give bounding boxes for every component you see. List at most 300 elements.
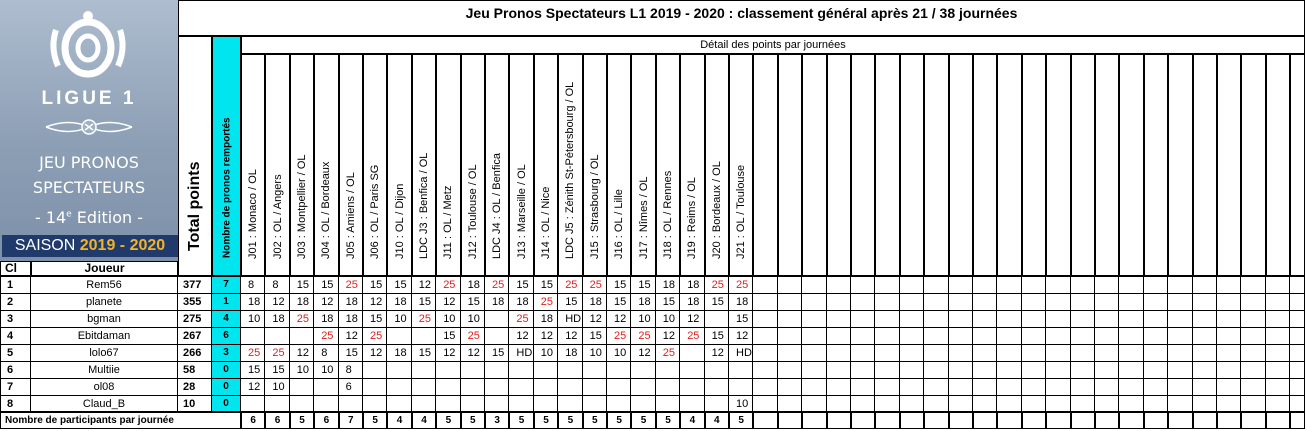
score-cell bbox=[1217, 379, 1241, 396]
score-cell bbox=[1144, 277, 1168, 294]
score-cell bbox=[997, 328, 1021, 345]
score-cell bbox=[924, 294, 948, 311]
score-cell: 12 bbox=[436, 345, 460, 362]
score-cell bbox=[1217, 345, 1241, 362]
participants-count bbox=[875, 412, 899, 429]
match-header bbox=[1168, 54, 1192, 276]
score-cell bbox=[1217, 294, 1241, 311]
score-cell: 12 bbox=[607, 311, 631, 328]
score-cell: 25 bbox=[461, 328, 485, 345]
score-cell bbox=[827, 311, 851, 328]
score-cell: 18 bbox=[387, 294, 411, 311]
score-cell bbox=[875, 311, 899, 328]
score-cell bbox=[973, 345, 997, 362]
score-cell bbox=[265, 328, 289, 345]
score-cell: 15 bbox=[583, 328, 607, 345]
score-cell bbox=[412, 379, 436, 396]
score-cell bbox=[1071, 311, 1095, 328]
match-label: J02 : OL / Angers bbox=[271, 174, 284, 259]
score-cell bbox=[1095, 345, 1119, 362]
score-cell: 15 bbox=[656, 294, 680, 311]
score-cell bbox=[997, 311, 1021, 328]
match-header bbox=[412, 54, 436, 276]
score-cell bbox=[485, 311, 509, 328]
score-cell: 18 bbox=[680, 277, 704, 294]
score-cell: 25 bbox=[290, 311, 314, 328]
score-cell bbox=[1266, 345, 1290, 362]
score-cell bbox=[802, 345, 826, 362]
score-cell bbox=[1022, 311, 1046, 328]
match-header bbox=[241, 54, 265, 276]
total-points-cell: 28 bbox=[178, 379, 212, 396]
score-cell: 15 bbox=[485, 345, 509, 362]
score-cell: 25 bbox=[265, 345, 289, 362]
score-cell: 15 bbox=[509, 277, 533, 294]
participants-count bbox=[1193, 412, 1217, 429]
match-header bbox=[705, 54, 729, 276]
participants-count: 5 bbox=[656, 412, 680, 429]
participants-count: 5 bbox=[363, 412, 387, 429]
player-name: Ebitdaman bbox=[31, 328, 178, 345]
score-cell bbox=[778, 277, 802, 294]
match-label: LDC J4 : OL / Benfica bbox=[491, 153, 504, 259]
score-cell bbox=[1193, 362, 1217, 379]
pronos-won-cell: 0 bbox=[212, 396, 241, 413]
match-header bbox=[509, 54, 533, 276]
score-cell: 25 bbox=[656, 345, 680, 362]
score-cell bbox=[1241, 345, 1265, 362]
score-cell bbox=[1046, 345, 1070, 362]
score-cell bbox=[387, 328, 411, 345]
score-cell: 10 bbox=[387, 311, 411, 328]
score-cell: 10 bbox=[290, 362, 314, 379]
score-cell: 12 bbox=[363, 345, 387, 362]
participants-count bbox=[1095, 412, 1119, 429]
score-cell bbox=[534, 362, 558, 379]
score-cell bbox=[1266, 311, 1290, 328]
match-label: J17 : Nîmes / OL bbox=[637, 176, 650, 259]
score-cell bbox=[607, 362, 631, 379]
score-cell: 25 bbox=[558, 277, 582, 294]
score-cell bbox=[973, 277, 997, 294]
score-cell: 18 bbox=[583, 294, 607, 311]
match-header bbox=[949, 54, 973, 276]
score-cell: 15 bbox=[314, 277, 338, 294]
score-cell bbox=[949, 362, 973, 379]
score-cell: 12 bbox=[339, 328, 363, 345]
score-cell bbox=[1022, 362, 1046, 379]
score-cell: 18 bbox=[265, 311, 289, 328]
score-cell bbox=[1022, 379, 1046, 396]
score-cell bbox=[778, 311, 802, 328]
score-cell bbox=[778, 328, 802, 345]
match-header bbox=[265, 54, 289, 276]
score-cell bbox=[900, 379, 924, 396]
score-cell bbox=[851, 294, 875, 311]
score-cell bbox=[949, 277, 973, 294]
match-label: J15 : Strasbourg / OL bbox=[588, 154, 601, 259]
player-name: Claud_B bbox=[31, 396, 178, 413]
match-label: J21 : OL / Toulouse bbox=[735, 164, 748, 259]
score-cell bbox=[1095, 311, 1119, 328]
match-label: J20 : Bordeaux / OL bbox=[710, 161, 723, 259]
score-cell bbox=[1241, 311, 1265, 328]
score-cell: 18 bbox=[387, 345, 411, 362]
score-cell bbox=[949, 328, 973, 345]
score-cell: 12 bbox=[729, 328, 753, 345]
score-cell bbox=[1046, 311, 1070, 328]
score-cell: 18 bbox=[729, 294, 753, 311]
score-cell: 18 bbox=[656, 277, 680, 294]
participants-count bbox=[900, 412, 924, 429]
score-cell bbox=[900, 311, 924, 328]
participants-count: 6 bbox=[241, 412, 265, 429]
score-cell: 12 bbox=[461, 345, 485, 362]
score-cell: 15 bbox=[436, 328, 460, 345]
score-cell: 25 bbox=[534, 294, 558, 311]
participants-count bbox=[1266, 412, 1290, 429]
score-cell bbox=[1168, 328, 1192, 345]
logo-name: LIGUE 1 bbox=[41, 88, 137, 109]
score-cell: 18 bbox=[485, 294, 509, 311]
match-label: J16 : OL / Lille bbox=[613, 189, 626, 259]
score-cell bbox=[1266, 362, 1290, 379]
score-cell bbox=[583, 379, 607, 396]
score-cell bbox=[1266, 277, 1290, 294]
pronos-won-cell: 7 bbox=[212, 277, 241, 294]
score-cell bbox=[973, 328, 997, 345]
score-cell bbox=[1290, 294, 1305, 311]
score-cell bbox=[875, 294, 899, 311]
score-cell bbox=[509, 379, 533, 396]
score-cell bbox=[1144, 362, 1168, 379]
score-cell: 25 bbox=[339, 277, 363, 294]
score-cell bbox=[631, 362, 655, 379]
score-cell bbox=[875, 379, 899, 396]
score-cell: 12 bbox=[680, 311, 704, 328]
score-cell bbox=[558, 379, 582, 396]
score-cell bbox=[900, 345, 924, 362]
match-header bbox=[851, 54, 875, 276]
score-cell: 10 bbox=[631, 311, 655, 328]
score-cell bbox=[1022, 345, 1046, 362]
score-cell: 10 bbox=[436, 311, 460, 328]
match-header bbox=[1071, 54, 1095, 276]
match-header bbox=[314, 54, 338, 276]
score-cell: 18 bbox=[680, 294, 704, 311]
score-cell bbox=[1095, 362, 1119, 379]
score-cell bbox=[753, 362, 777, 379]
score-cell: 10 bbox=[461, 311, 485, 328]
match-header bbox=[1193, 54, 1217, 276]
score-cell: 12 bbox=[631, 345, 655, 362]
score-cell bbox=[509, 362, 533, 379]
score-cell bbox=[1071, 294, 1095, 311]
player-column-header: Joueur bbox=[31, 261, 178, 276]
participants-count bbox=[1022, 412, 1046, 429]
match-header bbox=[1095, 54, 1119, 276]
score-cell: 12 bbox=[241, 379, 265, 396]
score-cell: 12 bbox=[534, 328, 558, 345]
score-cell bbox=[1071, 345, 1095, 362]
match-header bbox=[778, 54, 802, 276]
match-header bbox=[1046, 54, 1070, 276]
score-cell: 15 bbox=[412, 345, 436, 362]
score-cell bbox=[1241, 362, 1265, 379]
score-cell bbox=[705, 362, 729, 379]
score-cell bbox=[827, 277, 851, 294]
participants-count: 4 bbox=[387, 412, 411, 429]
rank-cell: 8 bbox=[0, 396, 31, 413]
score-cell: 25 bbox=[363, 328, 387, 345]
score-cell: 15 bbox=[729, 311, 753, 328]
match-label: J18 : OL / Rennes bbox=[661, 170, 674, 259]
participants-count: 5 bbox=[729, 412, 753, 429]
participants-count: 3 bbox=[485, 412, 509, 429]
score-cell: 12 bbox=[558, 328, 582, 345]
score-cell bbox=[1266, 328, 1290, 345]
total-points-cell: 377 bbox=[178, 277, 212, 294]
score-cell: 6 bbox=[339, 379, 363, 396]
score-cell bbox=[753, 345, 777, 362]
match-header bbox=[656, 54, 680, 276]
score-cell: 18 bbox=[339, 311, 363, 328]
total-points-header: Total points bbox=[178, 36, 212, 276]
score-cell bbox=[1046, 328, 1070, 345]
participants-count bbox=[778, 412, 802, 429]
detail-header: Détail des points par journées bbox=[241, 36, 1305, 54]
score-cell: 25 bbox=[607, 328, 631, 345]
participants-count: 5 bbox=[436, 412, 460, 429]
score-cell: 18 bbox=[509, 294, 533, 311]
participants-count bbox=[1119, 412, 1143, 429]
participants-label: Nombre de participants par journée bbox=[0, 412, 241, 429]
score-cell bbox=[851, 345, 875, 362]
participants-count: 5 bbox=[509, 412, 533, 429]
score-cell: 8 bbox=[241, 277, 265, 294]
player-name: lolo67 bbox=[31, 345, 178, 362]
score-cell bbox=[1217, 277, 1241, 294]
score-cell bbox=[851, 311, 875, 328]
score-cell bbox=[1144, 345, 1168, 362]
score-cell bbox=[729, 379, 753, 396]
score-cell bbox=[1290, 362, 1305, 379]
match-header bbox=[1022, 54, 1046, 276]
player-name: Multiie bbox=[31, 362, 178, 379]
score-cell bbox=[973, 362, 997, 379]
participants-count: 5 bbox=[631, 412, 655, 429]
score-cell bbox=[1071, 362, 1095, 379]
score-cell bbox=[900, 328, 924, 345]
participants-count bbox=[924, 412, 948, 429]
match-label: LDC J3 : Benfica / OL bbox=[417, 152, 430, 259]
participants-count bbox=[827, 412, 851, 429]
rank-cell: 6 bbox=[0, 362, 31, 379]
score-cell bbox=[778, 362, 802, 379]
score-cell bbox=[802, 294, 826, 311]
score-cell bbox=[851, 277, 875, 294]
match-header bbox=[1241, 54, 1265, 276]
score-cell: 18 bbox=[241, 294, 265, 311]
score-cell bbox=[1119, 311, 1143, 328]
score-cell: HD bbox=[509, 345, 533, 362]
logo-line1: JEU PRONOS bbox=[39, 153, 139, 172]
match-header bbox=[583, 54, 607, 276]
score-cell: 15 bbox=[631, 277, 655, 294]
rank-cell: 2 bbox=[0, 294, 31, 311]
score-cell bbox=[924, 345, 948, 362]
score-cell: 25 bbox=[509, 311, 533, 328]
score-cell: 12 bbox=[656, 328, 680, 345]
pronos-won-cell: 0 bbox=[212, 362, 241, 379]
score-cell bbox=[949, 311, 973, 328]
score-cell: 10 bbox=[729, 396, 753, 413]
score-cell bbox=[1022, 277, 1046, 294]
score-cell bbox=[1241, 328, 1265, 345]
score-cell: 10 bbox=[534, 345, 558, 362]
score-cell bbox=[1119, 328, 1143, 345]
score-cell bbox=[1193, 294, 1217, 311]
pronos-won-cell: 6 bbox=[212, 328, 241, 345]
score-cell bbox=[1119, 294, 1143, 311]
score-cell: 15 bbox=[607, 277, 631, 294]
score-cell bbox=[875, 345, 899, 362]
score-cell: 12 bbox=[363, 294, 387, 311]
score-cell bbox=[924, 311, 948, 328]
score-cell bbox=[1095, 328, 1119, 345]
participants-count bbox=[949, 412, 973, 429]
score-cell bbox=[973, 294, 997, 311]
score-cell bbox=[1095, 294, 1119, 311]
score-cell: 12 bbox=[583, 311, 607, 328]
score-cell: 15 bbox=[241, 362, 265, 379]
match-header bbox=[631, 54, 655, 276]
match-label: J10 : OL / Dijon bbox=[393, 183, 406, 259]
match-header bbox=[436, 54, 460, 276]
participants-count: 5 bbox=[558, 412, 582, 429]
score-cell: 12 bbox=[412, 277, 436, 294]
score-cell: 15 bbox=[558, 294, 582, 311]
score-cell bbox=[1144, 379, 1168, 396]
score-cell bbox=[997, 379, 1021, 396]
rank-cell: 4 bbox=[0, 328, 31, 345]
score-cell: 18 bbox=[461, 277, 485, 294]
score-cell bbox=[1217, 328, 1241, 345]
score-cell bbox=[802, 362, 826, 379]
participants-count: 4 bbox=[680, 412, 704, 429]
rank-column-header: Cl bbox=[0, 261, 31, 276]
score-cell bbox=[1168, 277, 1192, 294]
score-cell: 15 bbox=[363, 311, 387, 328]
score-cell bbox=[631, 379, 655, 396]
participants-count: 7 bbox=[339, 412, 363, 429]
score-cell bbox=[1290, 328, 1305, 345]
score-cell bbox=[827, 294, 851, 311]
score-cell bbox=[1046, 294, 1070, 311]
match-label: J13 : Marseille / OL bbox=[515, 164, 528, 259]
participants-count bbox=[1168, 412, 1192, 429]
score-cell bbox=[851, 362, 875, 379]
score-cell bbox=[412, 328, 436, 345]
score-cell bbox=[753, 294, 777, 311]
score-cell bbox=[314, 379, 338, 396]
score-cell bbox=[1193, 379, 1217, 396]
score-cell bbox=[680, 345, 704, 362]
match-label: J04 : OL / Bordeaux bbox=[320, 161, 333, 259]
pronos-won-cell: 1 bbox=[212, 294, 241, 311]
score-cell bbox=[753, 379, 777, 396]
participants-count bbox=[1071, 412, 1095, 429]
match-header bbox=[485, 54, 509, 276]
player-name: bgman bbox=[31, 311, 178, 328]
score-cell bbox=[290, 328, 314, 345]
score-cell: 25 bbox=[680, 328, 704, 345]
score-cell bbox=[997, 345, 1021, 362]
participants-count bbox=[973, 412, 997, 429]
page-title: Jeu Pronos Spectateurs L1 2019 - 2020 : classement général après 21 / 38 journées bbox=[178, 0, 1305, 36]
rank-cell: 5 bbox=[0, 345, 31, 362]
score-cell bbox=[827, 362, 851, 379]
score-cell bbox=[1168, 294, 1192, 311]
score-cell: 25 bbox=[485, 277, 509, 294]
score-cell: 25 bbox=[314, 328, 338, 345]
score-cell bbox=[997, 294, 1021, 311]
score-cell bbox=[1168, 345, 1192, 362]
score-cell: 12 bbox=[509, 328, 533, 345]
score-cell bbox=[607, 379, 631, 396]
score-cell bbox=[973, 379, 997, 396]
match-header bbox=[387, 54, 411, 276]
score-cell bbox=[949, 294, 973, 311]
score-cell: 15 bbox=[339, 345, 363, 362]
match-label: J05 : Amiens / OL bbox=[344, 172, 357, 259]
score-cell bbox=[1119, 345, 1143, 362]
score-cell: 15 bbox=[363, 277, 387, 294]
match-label: J12 : Toulouse / OL bbox=[466, 164, 479, 259]
score-cell bbox=[778, 294, 802, 311]
score-cell bbox=[1168, 311, 1192, 328]
match-header bbox=[339, 54, 363, 276]
score-cell bbox=[656, 379, 680, 396]
score-cell: 15 bbox=[387, 277, 411, 294]
score-cell bbox=[656, 362, 680, 379]
match-header bbox=[997, 54, 1021, 276]
match-header bbox=[973, 54, 997, 276]
match-header bbox=[680, 54, 704, 276]
score-cell bbox=[1290, 345, 1305, 362]
participants-count: 6 bbox=[314, 412, 338, 429]
score-cell bbox=[900, 362, 924, 379]
score-cell bbox=[1290, 311, 1305, 328]
score-cell bbox=[949, 379, 973, 396]
match-label: J03 : Montpellier / OL bbox=[295, 154, 308, 259]
pronos-won-cell: 3 bbox=[212, 345, 241, 362]
total-points-cell: 10 bbox=[178, 396, 212, 413]
score-cell bbox=[363, 362, 387, 379]
score-cell bbox=[485, 379, 509, 396]
score-cell bbox=[436, 362, 460, 379]
match-label: J06 : OL / Paris SG bbox=[369, 164, 382, 259]
score-cell bbox=[827, 345, 851, 362]
participants-count: 5 bbox=[290, 412, 314, 429]
score-cell: 25 bbox=[583, 277, 607, 294]
score-cell bbox=[290, 379, 314, 396]
score-cell bbox=[558, 362, 582, 379]
score-cell bbox=[924, 277, 948, 294]
match-label: J14 : OL / Nice bbox=[539, 186, 552, 259]
score-cell bbox=[1022, 294, 1046, 311]
score-cell bbox=[534, 379, 558, 396]
